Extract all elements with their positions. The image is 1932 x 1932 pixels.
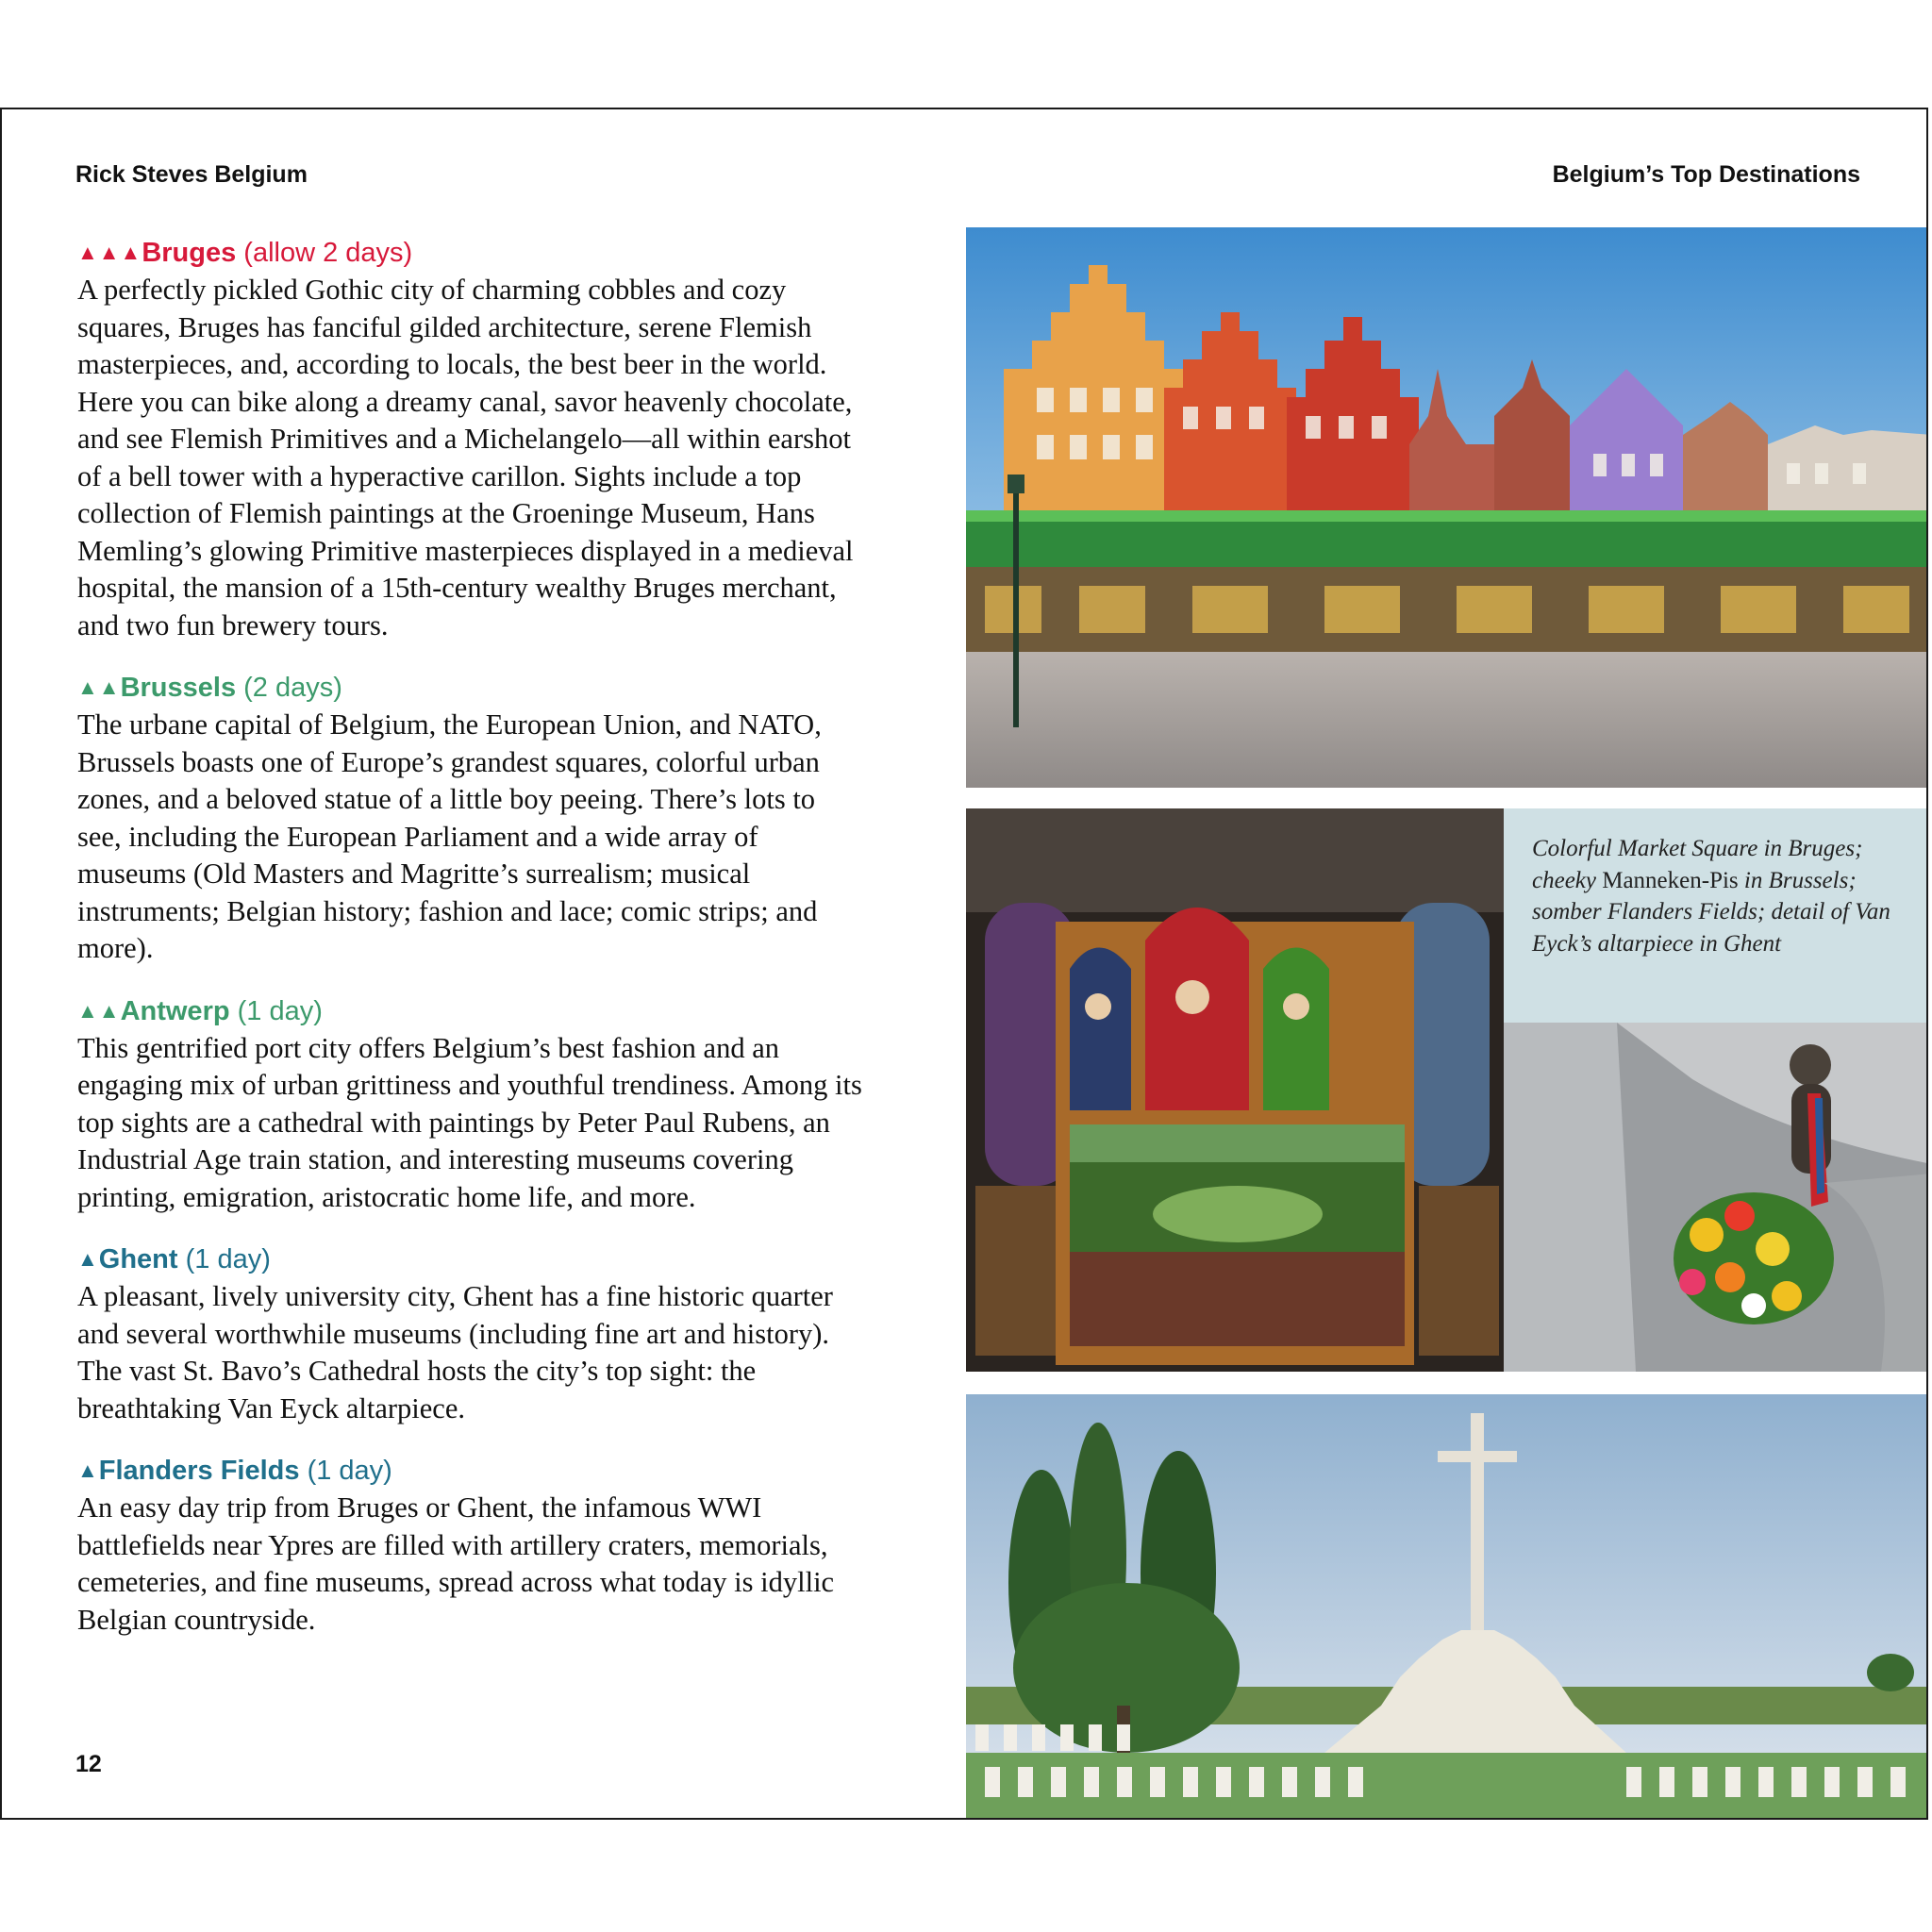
destination-duration: (1 day) xyxy=(229,995,323,1026)
entry-body-ghent: A pleasant, lively university city, Ghent has a fine historic quarter and several worthwhile museums (including fine art and history). The vast St. Bavo’s Cathedral hosts the city’s top sight: the breathtaking Van Eyck altarpiece. xyxy=(77,1280,833,1424)
entry-heading-ghent xyxy=(77,1244,870,1274)
entry-flanders-fields xyxy=(77,1456,870,1639)
entry-heading-brussels xyxy=(77,673,870,703)
entry-bruges xyxy=(77,238,870,644)
book-page xyxy=(0,108,1928,1820)
destinations-text-column xyxy=(77,238,870,1667)
destination-name: Ghent xyxy=(98,1244,178,1274)
caption-part: Colorful Market Square in Bruges; cheeky xyxy=(1532,836,1863,893)
entry-body-bruges: A perfectly pickled Gothic city of charming cobbles and cozy squares, Bruges has fanciful gilded architecture, serene Flemish masterpieces, and, according to locals, the best beer in the world. Here you can bike along a dreamy canal, savor heavenly chocolate, and see Flemish Primitives and a Michelangelo—all within earshot of a bell tower with a hyperactive carillon. Sights include a top collection of Flemish paintings at the Groeninge Museum, Hans Memling’s glowing Primitive masterpieces displayed in a medieval hospital, the mansion of a 15th-century wealthy Bruges merchant, and two fun brewery tours. xyxy=(77,274,854,641)
entry-body-antwerp: This gentrified port city offers Belgium’s best fashion and an engaging mix of urban grittiness and youthful trendiness. Among its top sights are a cathedral with paintings by Peter Paul Rubens, an Industrial Age train station, and interesting museums covering printing, emigration, aristocratic home life, and more. xyxy=(77,1031,862,1213)
destination-duration: (allow 2 days) xyxy=(236,238,413,268)
caption-part: in Brussels; somber Flanders Fields; detail of Van Eyck’s altarpiece in Ghent xyxy=(1532,867,1890,957)
caption-emphasis: Manneken-Pis xyxy=(1602,867,1739,893)
entry-heading-bruges xyxy=(77,238,870,268)
destination-duration: (2 days) xyxy=(236,673,342,703)
entry-antwerp xyxy=(77,996,870,1217)
caption-text xyxy=(1532,833,1915,959)
destination-name: Flanders Fields xyxy=(98,1456,300,1486)
page-number: 12 xyxy=(75,1751,102,1777)
running-head-book-title: Rick Steves Belgium xyxy=(75,161,308,188)
photo-caption xyxy=(1504,808,1928,1023)
triangle-rating-icon: ▲ xyxy=(77,1458,99,1482)
triangle-rating-icon: ▲ xyxy=(77,1247,99,1271)
destination-duration: (1 day) xyxy=(299,1456,392,1486)
photo-van-eyck-altarpiece xyxy=(966,808,1504,1372)
running-head-chapter-title: Belgium’s Top Destinations xyxy=(1552,161,1860,188)
triangle-rating-icon: ▲▲ xyxy=(77,675,121,699)
photo-bruges-market-square xyxy=(966,227,1928,788)
entry-body-flanders-fields: An easy day trip from Bruges or Ghent, the infamous WWI battlefields near Ypres are filled with artillery craters, memorials, cemeteries, and fine museums, spread across what today is idyllic Belgian countryside. xyxy=(77,1491,835,1636)
triangle-rating-icon: ▲▲▲ xyxy=(77,241,142,264)
destination-name: Bruges xyxy=(142,238,237,268)
destination-duration: (1 day) xyxy=(177,1244,271,1274)
entry-body-brussels: The urbane capital of Belgium, the European Union, and NATO, Brussels boasts one of Europe’s grandest squares, colorful urban zones, and a beloved statue of a little boy peeing. There’s lots to see, including the European Parliament and a wide array of museums (Old Masters and Magritte’s surrealism; musical instruments; Belgian history; fashion and lace; comic strips; and more). xyxy=(77,708,822,964)
entry-heading-antwerp xyxy=(77,996,870,1026)
photo-manneken-pis xyxy=(1504,1023,1928,1372)
destination-name: Antwerp xyxy=(120,995,230,1026)
entry-ghent xyxy=(77,1244,870,1427)
entry-brussels xyxy=(77,673,870,968)
triangle-rating-icon: ▲▲ xyxy=(77,998,121,1023)
destination-name: Brussels xyxy=(120,673,237,703)
entry-heading-flanders-fields xyxy=(77,1456,870,1486)
photo-flanders-fields-cemetery xyxy=(966,1394,1928,1820)
